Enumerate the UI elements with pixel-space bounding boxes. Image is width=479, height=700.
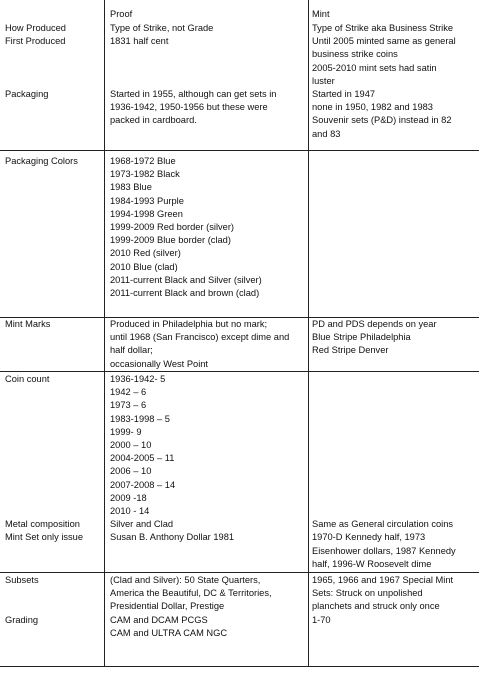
- row-2-mint: [312, 318, 476, 358]
- cell-line: 1936-1942- 5: [110, 374, 166, 384]
- cell-line: Mint Marks: [5, 319, 51, 329]
- cell-line: [110, 48, 307, 61]
- cell-line: 2011-current Black and brown (clad): [110, 288, 260, 299]
- cell-line: Same as General circulation coins: [312, 519, 454, 530]
- cell-line: [5, 452, 100, 465]
- cell-line: [312, 413, 476, 426]
- cell-line: Packaging Colors: [5, 156, 78, 166]
- cell-line: [5, 479, 100, 492]
- cell-line: [5, 600, 100, 613]
- cell-line: 1965, 1966 and 1967 Special Mint: [312, 575, 454, 585]
- cell-line: planchets and struck only once: [312, 601, 440, 612]
- cell-line: [312, 452, 476, 465]
- cell-line: [5, 75, 100, 88]
- cell-line: [5, 386, 100, 399]
- cell-line: [312, 373, 476, 386]
- cell-line: Grading: [5, 614, 39, 625]
- cell-line: Sets: Struck on unpolished: [312, 588, 423, 599]
- cell-line: 1970-D Kennedy half, 1973: [312, 532, 426, 543]
- cell-line: Red Stripe Denver: [312, 345, 389, 356]
- cell-line: Susan B. Anthony Dollar 1981: [110, 532, 235, 543]
- cell-line: 1968-1972 Blue: [110, 156, 176, 166]
- cell-line: Until 2005 minted same as general: [312, 36, 456, 47]
- row-4-labels: [5, 574, 100, 627]
- cell-line: [5, 587, 100, 600]
- row-divider-4: [0, 572, 479, 573]
- cell-line: 2000 – 10: [110, 440, 152, 451]
- row-2-labels: [5, 318, 100, 331]
- cell-line: Metal composition: [5, 519, 80, 530]
- cell-line: [312, 399, 476, 412]
- cell-line: packed in cardboard.: [110, 115, 197, 126]
- cell-line: CAM and ULTRA CAM NGC: [110, 627, 228, 638]
- cell-line: 2011-current Black and Silver (silver): [110, 274, 262, 285]
- cell-line: 1999-2009 Blue border (clad): [110, 235, 231, 246]
- cell-line: (Clad and Silver): 50 State Quarters,: [110, 575, 261, 585]
- cell-line: 1984-1993 Purple: [110, 195, 184, 206]
- cell-line: 1831 half cent: [110, 36, 169, 47]
- cell-line: [312, 426, 476, 439]
- cell-line: 2005-2010 mint sets had satin: [312, 62, 437, 73]
- cell-line: [312, 465, 476, 478]
- cell-line: Mint Set only issue: [5, 532, 84, 543]
- cell-line: [5, 62, 100, 75]
- cell-line: Presidential Dollar, Prestige: [110, 601, 225, 612]
- cell-line: Subsets: [5, 575, 39, 585]
- cell-line: [5, 413, 100, 426]
- cell-line: 2010 - 14: [110, 506, 150, 517]
- cell-line: Packaging: [5, 89, 49, 100]
- cell-line: 1942 – 6: [110, 387, 147, 398]
- row-0-labels: [5, 22, 100, 101]
- cell-line: Produced in Philadelphia but no mark;: [110, 319, 268, 329]
- cell-line: [312, 439, 476, 452]
- cell-line: [5, 505, 100, 518]
- cell-line: Type of Strike, not Grade: [110, 23, 214, 33]
- cell-line: [5, 492, 100, 505]
- cell-line: First Produced: [5, 36, 66, 47]
- row-0-mint: [312, 22, 476, 141]
- header-mint: Mint: [312, 9, 330, 19]
- row-4-mint: [312, 574, 476, 627]
- cell-line: 1-70: [312, 614, 331, 625]
- cell-line: 1973 – 6: [110, 400, 147, 411]
- cell-line: 1973-1982 Black: [110, 169, 180, 180]
- row-4-proof: [110, 574, 307, 640]
- cell-line: How Produced: [5, 23, 66, 33]
- cell-line: [312, 386, 476, 399]
- cell-line: 2010 Red (silver): [110, 248, 181, 259]
- cell-line: and 83: [312, 128, 341, 139]
- row-0-proof: [110, 22, 307, 128]
- row-divider-3: [0, 371, 479, 372]
- cell-line: until 1968 (San Francisco) except dime and: [110, 332, 290, 343]
- cell-line: 1983 Blue: [110, 182, 152, 193]
- cell-line: 1983-1998 – 5: [110, 413, 170, 424]
- cell-line: 2007-2008 – 14: [110, 479, 176, 490]
- cell-line: [110, 75, 307, 88]
- cell-line: [312, 492, 476, 505]
- cell-line: Started in 1947: [312, 89, 376, 100]
- cell-line: [5, 48, 100, 61]
- cell-line: 1999- 9: [110, 426, 142, 437]
- header-proof: Proof: [110, 9, 133, 19]
- cell-line: Type of Strike aka Business Strike: [312, 23, 454, 33]
- cell-line: Coin count: [5, 374, 50, 384]
- column-divider-2: [308, 0, 309, 666]
- cell-line: America the Beautiful, DC & Territories,: [110, 588, 272, 599]
- cell-line: Souvenir sets (P&D) instead in 82: [312, 115, 452, 126]
- cell-line: [5, 465, 100, 478]
- cell-line: [5, 439, 100, 452]
- cell-line: 2004-2005 – 11: [110, 453, 175, 464]
- cell-line: Silver and Clad: [110, 519, 174, 530]
- cell-line: 2010 Blue (clad): [110, 261, 178, 272]
- cell-line: none in 1950, 1982 and 1983: [312, 102, 433, 113]
- row-divider-5: [0, 666, 479, 667]
- cell-line: occasionally West Point: [110, 358, 209, 369]
- row-3-mint: [312, 373, 476, 571]
- cell-line: 1999-2009 Red border (silver): [110, 222, 235, 233]
- cell-line: half dollar;: [110, 345, 153, 356]
- cell-line: 2009 -18: [110, 492, 147, 503]
- row-1-proof: [110, 155, 307, 300]
- row-3-labels: [5, 373, 100, 545]
- cell-line: [110, 62, 307, 75]
- cell-line: luster: [312, 75, 335, 86]
- column-divider-1: [104, 0, 105, 666]
- cell-line: Blue Stripe Philadelphia: [312, 332, 411, 343]
- cell-line: business strike coins: [312, 49, 398, 60]
- row-3-proof: [110, 373, 307, 545]
- row-2-proof: [110, 318, 307, 371]
- cell-line: half, 1996-W Roosevelt dime: [312, 558, 432, 569]
- cell-line: PD and PDS depends on year: [312, 319, 437, 329]
- cell-line: 1936-1942, 1950-1956 but these were: [110, 102, 268, 113]
- cell-line: [312, 505, 476, 518]
- cell-line: [5, 399, 100, 412]
- row-divider-1: [0, 150, 479, 151]
- cell-line: [5, 426, 100, 439]
- cell-line: 1994-1998 Green: [110, 208, 183, 219]
- cell-line: Eisenhower dollars, 1987 Kennedy: [312, 545, 456, 556]
- row-1-labels: [5, 155, 100, 168]
- cell-line: CAM and DCAM PCGS: [110, 614, 208, 625]
- cell-line: Started in 1955, although can get sets in: [110, 89, 277, 100]
- cell-line: 2006 – 10: [110, 466, 152, 477]
- cell-line: [312, 479, 476, 492]
